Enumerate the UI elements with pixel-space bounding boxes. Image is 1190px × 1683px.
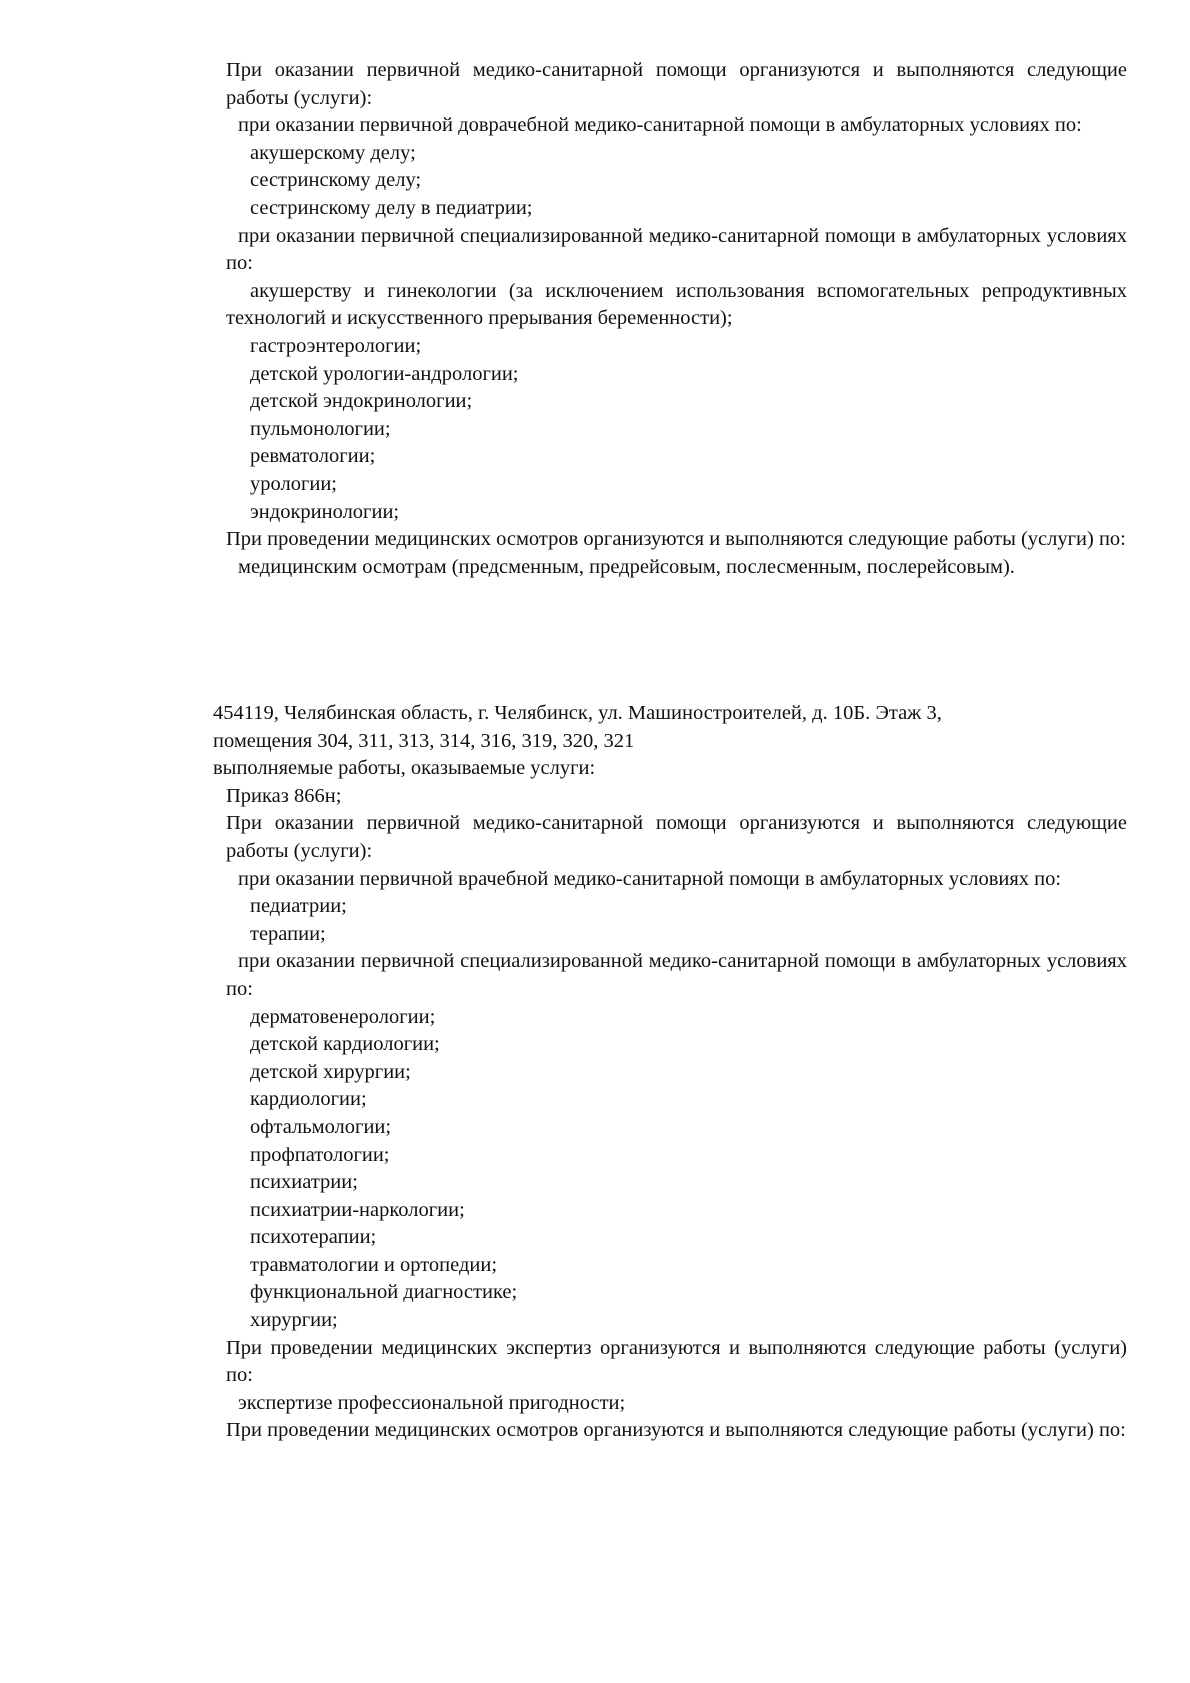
list-item: эндокринологии;	[250, 500, 400, 523]
section1-specialized-header: при оказании первичной специализированной медико-санитарной помощи в амбулаторных условиях по:	[226, 224, 1127, 275]
works-label: выполняемые работы, оказываемые услуги:	[213, 757, 596, 780]
section2-doctor-header: при оказании первичной врачебной медико-санитарной помощи в амбулаторных условиях по:	[238, 867, 1062, 890]
list-item: сестринскому делу;	[250, 169, 422, 192]
section1-exams-item: медицинским осмотрам (предсменным, предрейсовым, послесменным, послерейсовым).	[238, 555, 1015, 578]
section1-prehospital-header: при оказании первичной доврачебной медико-санитарной помощи в амбулаторных условиях по:	[238, 114, 1082, 137]
section2-expertise-item: экспертизе профессиональной пригодности;	[238, 1391, 626, 1414]
list-item: психиатрии;	[250, 1171, 358, 1194]
section-1	[0, 57, 1190, 581]
section1-intro: При оказании первичной медико-санитарной помощи организуются и выполняются следующие работы (услуги):	[226, 59, 1127, 109]
list-item: кардиологии;	[250, 1088, 367, 1111]
list-item: ревматологии;	[250, 445, 376, 468]
list-item: педиатрии;	[250, 895, 347, 918]
list-item: психиатрии-наркологии;	[250, 1198, 465, 1221]
list-item: акушерскому делу;	[250, 141, 416, 164]
list-item: детской эндокринологии;	[250, 390, 473, 413]
section2-specialized-header: при оказании первичной специализированной медико-санитарной помощи в амбулаторных условиях по:	[226, 950, 1127, 1000]
section2-intro: При оказании первичной медико-санитарной помощи организуются и выполняются следующие работы (услуги):	[226, 812, 1127, 862]
list-item: психотерапии;	[250, 1226, 377, 1249]
list-item: гастроэнтерологии;	[250, 334, 422, 357]
section2-expertise-header: При проведении медицинских экспертиз организуются и выполняются следующие работы (услуги) по:	[226, 1336, 1127, 1387]
address-line-1: 454119, Челябинская область, г. Челябинск, ул. Машиностроителей, д. 10Б. Этаж 3,	[213, 702, 942, 724]
list-item: дерматовенерологии;	[250, 1005, 436, 1028]
list-item: функциональной диагностике;	[250, 1281, 518, 1304]
list-item: урологии;	[250, 472, 338, 495]
list-item: сестринскому делу в педиатрии;	[250, 196, 533, 219]
list-item: офтальмологии;	[250, 1115, 392, 1138]
list-item: детской кардиологии;	[250, 1033, 440, 1056]
list-item: профпатологии;	[250, 1143, 390, 1166]
order-reference: Приказ 866н;	[226, 784, 342, 807]
list-item: акушерству и гинекологии (за исключением использования вспомогательных репродуктивных технологий и искусственного прерывания беременности);	[226, 279, 1127, 330]
section2-exams-header: При проведении медицинских осмотров организуются и выполняются следующие работы (услуги) по:	[226, 1419, 1126, 1442]
list-item: хирургии;	[250, 1309, 338, 1332]
section-2	[0, 700, 1190, 1445]
list-item: пульмонологии;	[250, 417, 391, 440]
list-item: детской урологии-андрологии;	[250, 362, 519, 385]
list-item: детской хирургии;	[250, 1060, 411, 1083]
list-item: травматологии и ортопедии;	[250, 1253, 498, 1276]
address-line-2: помещения 304, 311, 313, 314, 316, 319, 320, 321	[213, 729, 635, 752]
section1-exams-header: При проведении медицинских осмотров организуются и выполняются следующие работы (услуги) по:	[226, 528, 1126, 551]
list-item: терапии;	[250, 922, 326, 945]
